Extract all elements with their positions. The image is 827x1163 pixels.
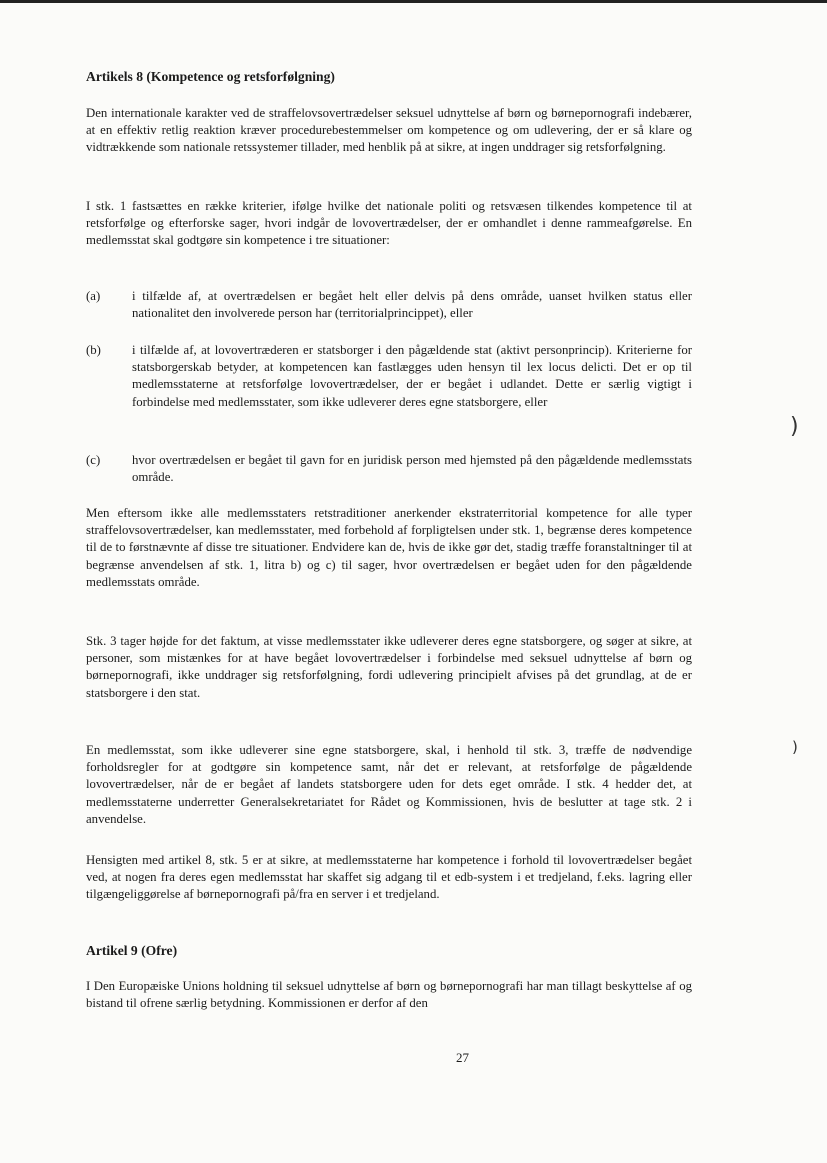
article-8-paragraph-2: I stk. 1 fastsættes en række kriterier, ifølge hvilke det nationale politi og retsvæsen tilkendes kompetence til at retsforfølge og efterforske sager, hvori indgår de lovovertrædelser, der er omhandlet i denne rammeafgørelse. En medlemsstat skal godtgøre sin kompetence i tre situationer:: [86, 199, 692, 248]
list-item-b: [86, 342, 692, 411]
article-9-paragraph-1: I Den Europæiske Unions holdning til seksuel udnyttelse af børn og børnepornografi har man tillagt beskyttelse af og bistand til ofrene særlig betydning. Kommissionen er derfor af den: [86, 979, 692, 1011]
list-item-text: hvor overtrædelsen er begået til gavn for en juridisk person med hjemsted på den pågældende medlemsstats område.: [132, 453, 692, 485]
page-number: 27: [456, 1050, 469, 1065]
list-item-text: i tilfælde af, at lovovertræderen er statsborger i den pågældende stat (aktivt personprincip). Kriterierne for statsborgerskab betyder, at kompetencen kan fastlægges uden hensyn til lex locus delicti. Det er op til medlemsstaterne at retsforfølge lovovertrædelser, der er begået i udlandet. Dette er særlig vigtigt i forbindelse med medlemsstater, som ikke udleverer deres egne statsborgere, eller: [132, 343, 692, 409]
list-item-label: (a): [86, 289, 101, 303]
list-item-label: (b): [86, 343, 101, 357]
article-8-paragraph-4: Stk. 3 tager højde for det faktum, at visse medlemsstater ikke udleverer deres egne statsborgere, og søger at sikre, at personer, som mistænkes for at have begået lovovertrædelser i forbindelse med seksuel udnyttelse af børn og børnepornografi, ikke unddrager sig retsforfølgning, fordi udlevering principielt afvises på det grundlag, at de er statsborgere i den stat.: [86, 634, 692, 700]
article-9-heading: Artikel 9 (Ofre): [86, 943, 178, 958]
article-8-paragraph-6: Hensigten med artikel 8, stk. 5 er at sikre, at medlemsstaterne har kompetence i forhold til lovovertrædelser begået ved, at nogen fra deres egen medlemsstat har skaffet sig adgang til et edb-system i et tredjeland, f.eks. lagring eller tilgængeliggørelse af børnepornografi på/fra en server i et tredjeland.: [86, 853, 692, 902]
list-item-label: (c): [86, 453, 101, 467]
article-8-paragraph-3: Men eftersom ikke alle medlemsstaters retstraditioner anerkender ekstraterritorial kompetence for alle typer straffelovsovertrædelser, kan medlemsstater, med forbehold af forpligtelsen under stk. 1, begrænse deres kompetence til de to førstnævnte af disse tre situationer. Endvidere kan de, hvis de ikke gør det, stadig træffe foranstaltninger til at begrænse anvendelsen af stk. 1, litra b) og c) til sager, hvor overtrædelsen er begået uden for den pågældende medlemsstats område.: [86, 506, 692, 589]
article-8-paragraph-1: Den internationale karakter ved de straffelovsovertrædelser seksuel udnyttelse af børn og børnepornografi indebærer, at en effektiv retlig reaktion kræver procedurebestemmelser om kompetence og om udlevering, der er så klare og vidtrækkende som nationale retssystemer tillader, med henblik på at sikre, at ingen unddrager sig retsforfølgning.: [86, 106, 692, 155]
margin-bracket-mark: ): [790, 414, 799, 439]
list-item-c: [86, 452, 692, 486]
margin-bracket-mark-small: ): [792, 738, 798, 756]
article-8-paragraph-5: En medlemsstat, som ikke udleverer sine egne statsborgere, skal, i henhold til stk. 3, træffe de nødvendige forholdsregler for at godtgøre sin kompetence samt, når det er relevant, at retsforfølge de pågældende lovovertrædelser, når de er begået af landets statsborgere uden for dets eget område. I stk. 4 hedder det, at medlemsstaterne underretter Generalsekretariatet for Rådet og Kommissionen, hvis de beslutter at tage stk. 2 i anvendelse.: [86, 743, 692, 826]
scan-top-border: [0, 0, 827, 3]
list-item-text: i tilfælde af, at overtrædelsen er begået helt eller delvis på dens område, uanset hvilken status eller nationalitet den involverede person har (territorialprincippet), eller: [132, 289, 692, 321]
article-8-heading: Artikels 8 (Kompetence og retsforfølgning): [86, 69, 335, 84]
list-item-a: [86, 288, 692, 322]
